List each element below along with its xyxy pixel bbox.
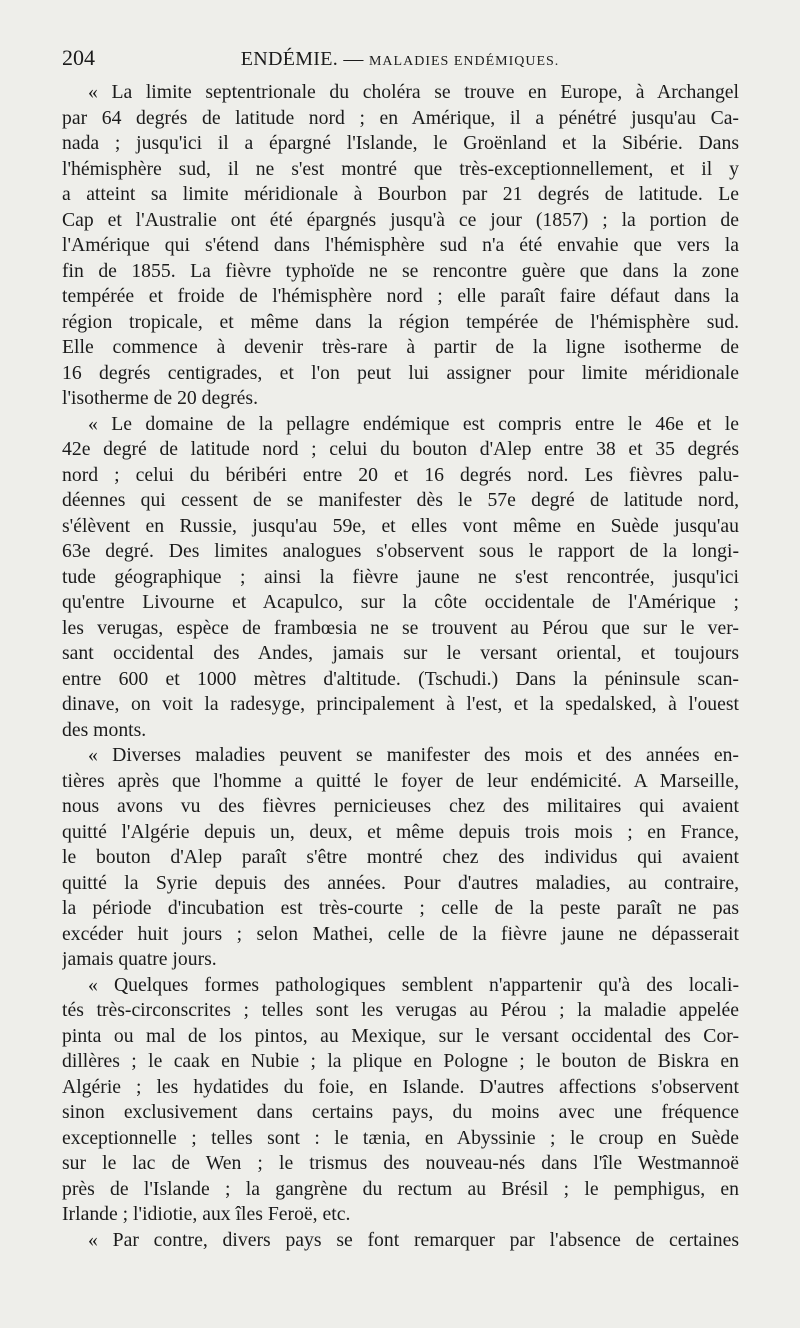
text-line: par 64 degrés de latitude nord ; en Amérique, il a pénétré jusqu'au Ca- — [62, 106, 739, 129]
text-line: pinta ou mal de los pintos, au Mexique, sur le versant occidental des Cor- — [62, 1024, 739, 1047]
text-line: dinave, on voit la radesyge, principalement à l'est, et la spedalsked, à l'ouest — [62, 693, 739, 715]
text-line: excéder huit jours ; selon Mathei, celle de la fièvre jaune ne dépasserait — [62, 922, 739, 945]
text-line: tempérée et froide de l'hémisphère nord ; elle paraît faire défaut dans la — [62, 285, 739, 307]
text-line: a atteint sa limite méridionale à Bourbon par 21 degrés de latitude. Le — [62, 183, 739, 205]
text-line: « La limite septentrionale du choléra se trouve en Europe, à Archangel — [88, 81, 739, 103]
text-line: l'Amérique qui s'étend dans l'hémisphère sud n'a été envahie que vers la — [62, 234, 739, 256]
text-line: près de l'Islande ; la gangrène du rectum au Brésil ; le pemphigus, en — [62, 1177, 739, 1200]
text-line: « Par contre, divers pays se font remarquer par l'absence de certaines — [88, 1228, 739, 1251]
text-line: les verugas, espèce de frambœsia ne se trouvent au Pérou que sur le ver- — [62, 616, 739, 639]
text-line: fin de 1855. La fièvre typhoïde ne se rencontre guère que dans la zone — [62, 259, 739, 282]
text-line: dillères ; le caak en Nubie ; la plique en Pologne ; le bouton de Biskra en — [62, 1050, 739, 1072]
text-line: nord ; celui du béribéri entre 20 et 16 degrés nord. Les fièvres palu- — [62, 463, 739, 486]
text-line: Algérie ; les hydatides du foie, en Islande. D'autres affections s'observent — [62, 1075, 739, 1098]
text-line: Elle commence à devenir très-rare à partir de la ligne isotherme de — [62, 336, 739, 358]
text-line: quitté la Syrie depuis des années. Pour d'autres maladies, au contraire, — [62, 871, 739, 894]
text-line: « Le domaine de la pellagre endémique est compris entre le 46e et le — [88, 412, 739, 435]
text-line: qu'entre Livourne et Acapulco, sur la côte occidentale de l'Amérique ; — [62, 591, 739, 613]
running-title-main: ENDÉMIE. — — [240, 48, 364, 70]
text-line: exceptionnelle ; telles sont : le tænia, en Abyssinie ; le croup en Suède — [62, 1126, 739, 1149]
text-line: tières après que l'homme a quitté le foyer de leur endémicité. A Marseille, — [62, 769, 739, 792]
text-line: quitté l'Algérie depuis un, deux, et même depuis trois mois ; en France, — [62, 820, 739, 843]
text-line: entre 600 et 1000 mètres d'altitude. (Tschudi.) Dans la péninsule scan- — [62, 667, 739, 690]
text-line: la période d'incubation est très-courte ; celle de la peste paraît ne pas — [62, 897, 739, 919]
body-text — [62, 80, 739, 1253]
text-line: tude géographique ; ainsi la fièvre jaune ne s'est rencontrée, jusqu'ici — [62, 565, 739, 588]
text-line: nous avons vu des fièvres pernicieuses chez des militaires qui avaient — [62, 795, 739, 817]
running-title-sub: MALADIES ENDÉMIQUES. — [368, 54, 560, 69]
page-number: 204 — [62, 45, 95, 70]
text-line: l'hémisphère sud, il ne s'est montré que très-exceptionnellement, et il y — [62, 157, 739, 180]
text-line: des monts. — [62, 718, 147, 741]
text-line: 42e degré de latitude nord ; celui du bouton d'Alep entre 38 et 35 degrés — [62, 438, 739, 460]
text-line: s'élèvent en Russie, jusqu'au 59e, et elles vont même en Suède jusqu'au — [62, 514, 739, 537]
text-line: le bouton d'Alep paraît s'être montré chez des individus qui avaient — [62, 846, 739, 868]
text-line: « Diverses maladies peuvent se manifester des mois et des années en- — [88, 744, 739, 766]
text-line: Cap et l'Australie ont été épargnés jusqu'à ce jour (1857) ; la portion de — [62, 208, 739, 231]
text-line: Irlande ; l'idiotie, aux îles Feroë, etc. — [62, 1203, 351, 1225]
text-line: sant occidental des Andes, jamais sur le versant oriental, et toujours — [62, 642, 739, 664]
text-line: région tropicale, et même dans la région tempérée de l'hémisphère sud. — [62, 310, 739, 333]
text-line: déennes qui cessent de se manifester dès le 57e degré de latitude nord, — [62, 489, 739, 511]
text-line: sur le lac de Wen ; le trismus des nouveau-nés dans l'île Westmannoë — [62, 1152, 739, 1174]
text-line: sinon exclusivement dans certains pays, du moins avec une fréquence — [62, 1101, 739, 1123]
text-line: 63e degré. Des limites analogues s'observent sous le rapport de la longi- — [62, 540, 739, 562]
text-line: l'isotherme de 20 degrés. — [62, 387, 258, 409]
text-line: 16 degrés centigrades, et l'on peut lui assigner pour limite méridionale — [62, 361, 739, 384]
running-title — [182, 44, 738, 77]
text-line: tés très-circonscrites ; telles sont les verugas au Pérou ; la maladie appelée — [62, 999, 739, 1021]
text-line: « Quelques formes pathologiques semblent n'appartenir qu'à des locali- — [88, 973, 739, 996]
text-line: nada ; jusqu'ici il a épargné l'Islande, le Groënland et la Sibérie. Dans — [62, 132, 739, 154]
running-head — [62, 43, 738, 77]
text-line: jamais quatre jours. — [62, 948, 217, 970]
